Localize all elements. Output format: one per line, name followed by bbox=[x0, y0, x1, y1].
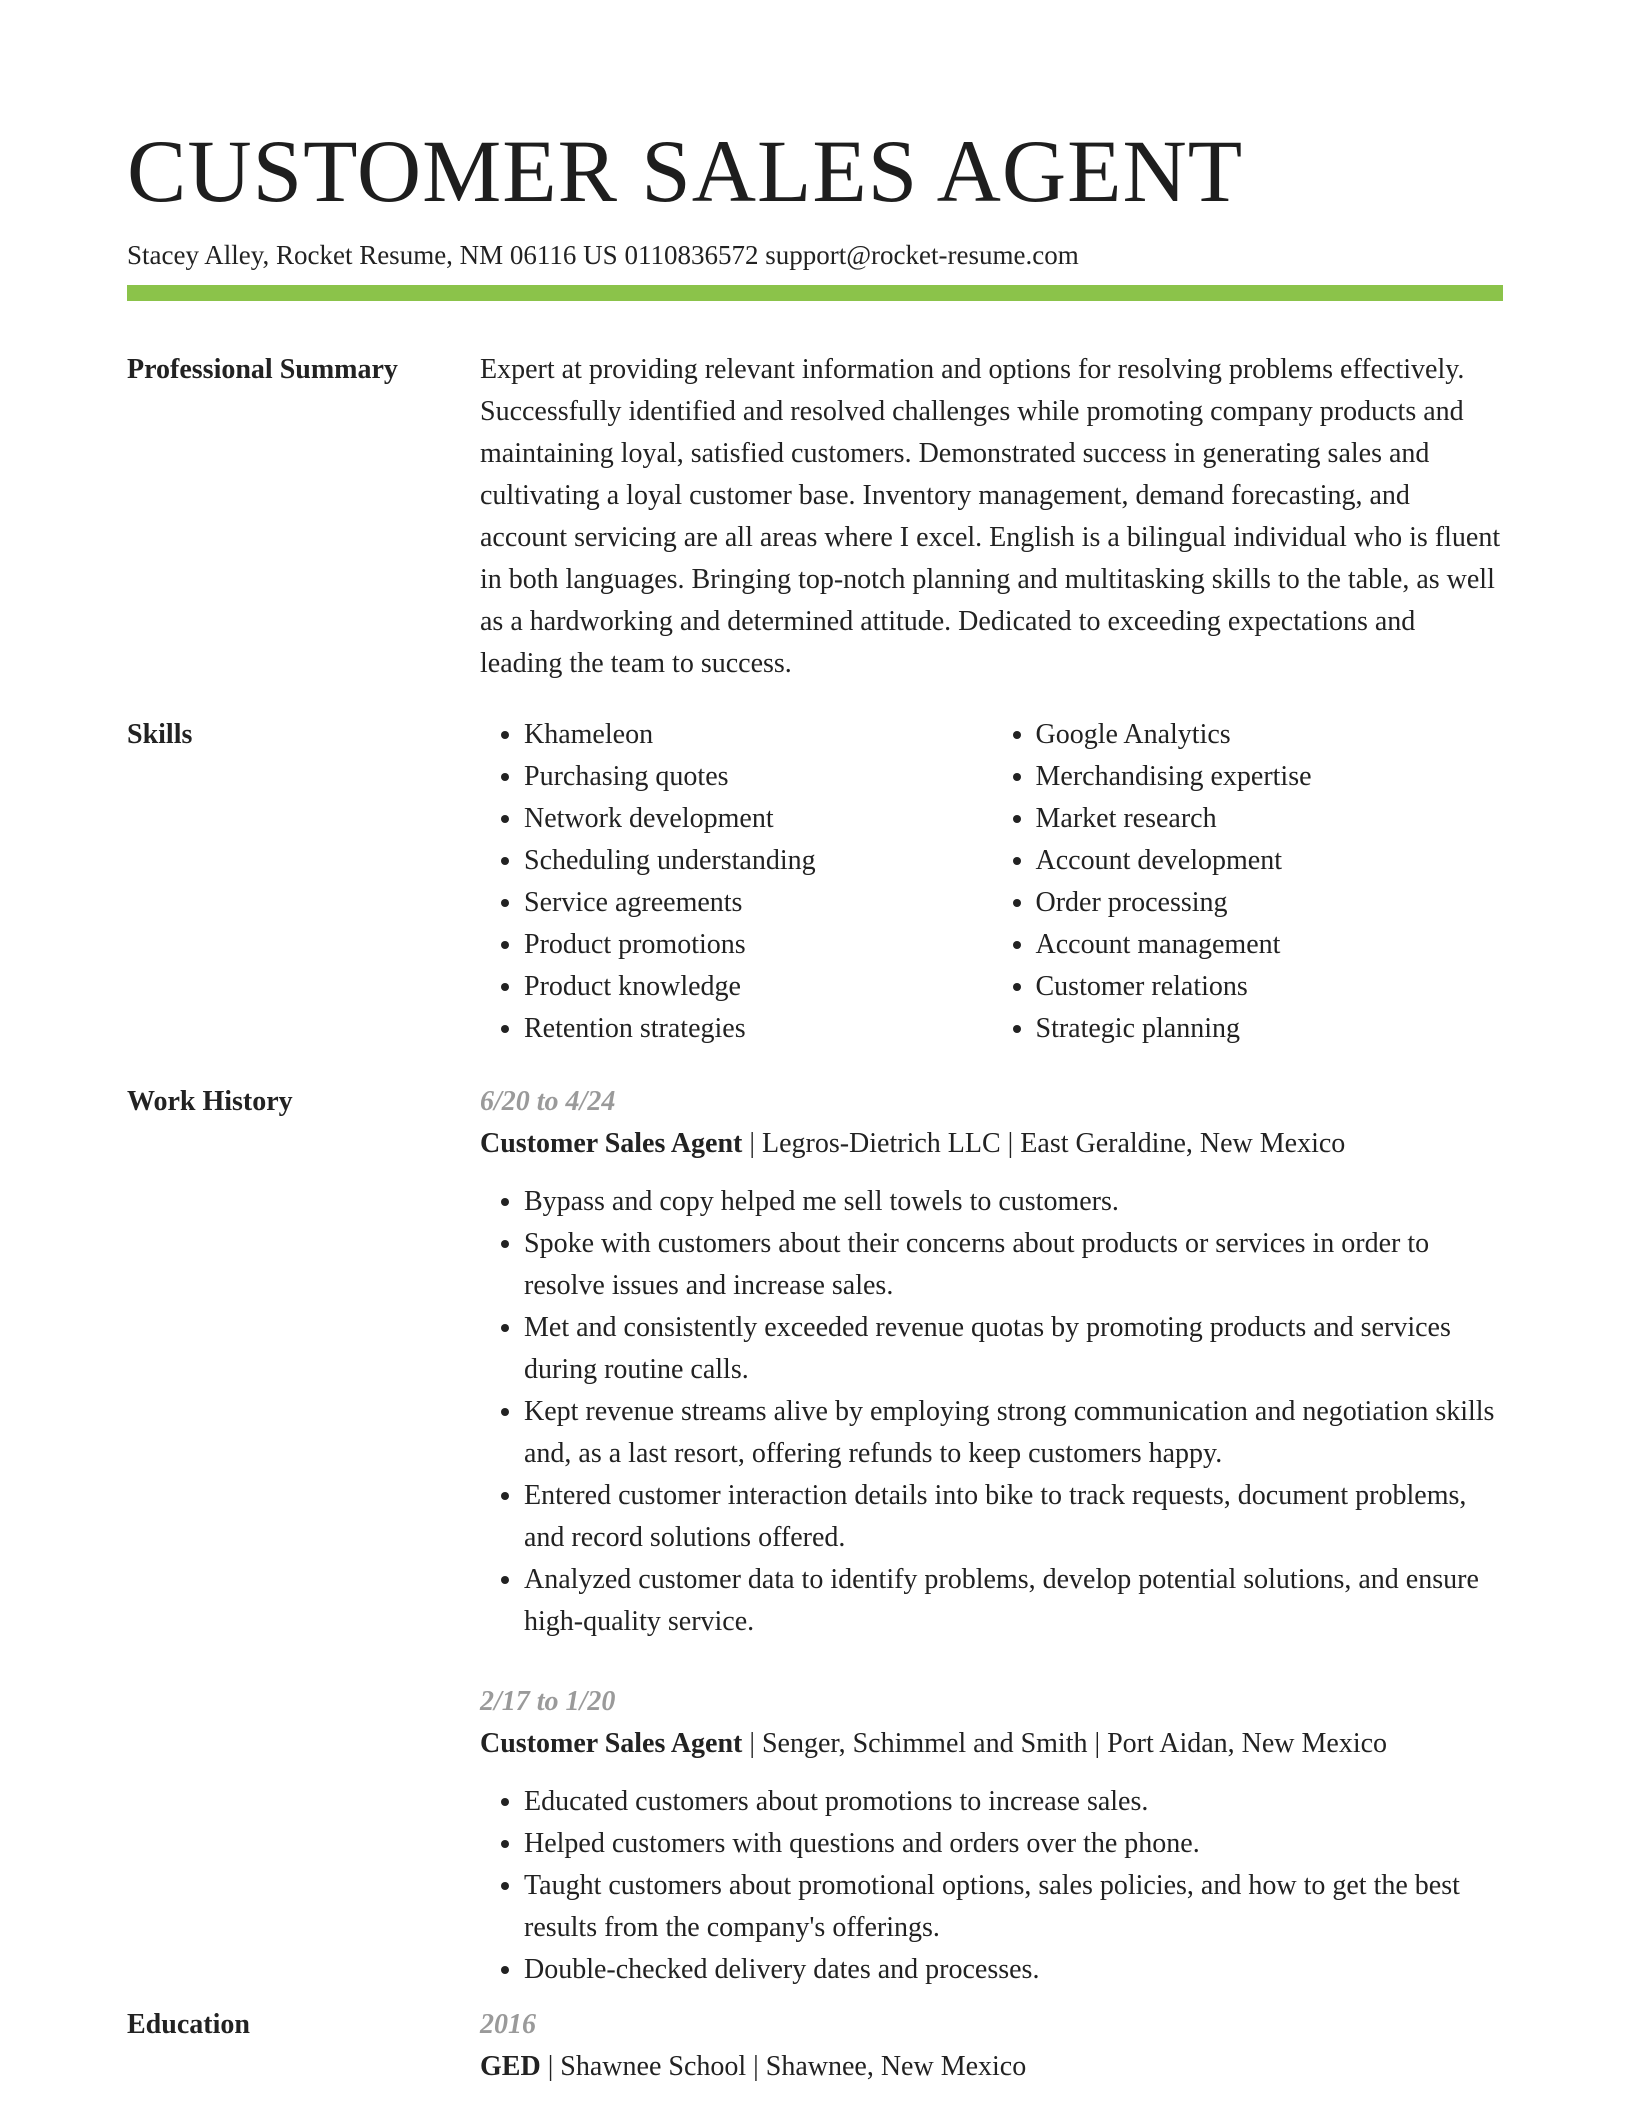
skill-item: • Retention strategies bbox=[524, 1008, 992, 1050]
education-year: 2016 bbox=[480, 2009, 536, 2040]
education-label: Education bbox=[127, 2009, 250, 2040]
resume-header bbox=[127, 117, 1503, 273]
job-heading bbox=[480, 1723, 1503, 1765]
job-heading bbox=[480, 1123, 1503, 1165]
skill-item: • Scheduling understanding bbox=[524, 840, 992, 882]
skills-column-left bbox=[480, 714, 992, 1050]
skill-item: • Customer relations bbox=[1036, 966, 1504, 1008]
job-entry bbox=[480, 1081, 1503, 1643]
skill-item: • Account development bbox=[1036, 840, 1504, 882]
resume-title: CUSTOMER SALES AGENT bbox=[127, 123, 1244, 221]
contact-line: Stacey Alley, Rocket Resume, NM 06116 US 0110836572 support@rocket-resume.com bbox=[127, 240, 1079, 270]
skill-item: • Service agreements bbox=[524, 882, 992, 924]
skill-item: • Khameleon bbox=[524, 714, 992, 756]
education-body bbox=[480, 2004, 1503, 2088]
skill-item: • Product knowledge bbox=[524, 966, 992, 1008]
skills-body bbox=[480, 714, 1503, 1050]
job-dates: 2/17 to 1/20 bbox=[480, 1686, 616, 1717]
job-bullet: • Entered customer interaction details into bike to track requests, document problems, and record solutions offered. bbox=[524, 1475, 1503, 1559]
summary-body bbox=[480, 349, 1503, 685]
skill-item: • Strategic planning bbox=[1036, 1008, 1504, 1050]
job-title: Customer Sales Agent bbox=[480, 1128, 743, 1159]
skill-item: • Market research bbox=[1036, 798, 1504, 840]
accent-divider bbox=[127, 285, 1503, 301]
skill-item: • Account management bbox=[1036, 924, 1504, 966]
skills-column-right bbox=[992, 714, 1504, 1050]
job-bullet: • Analyzed customer data to identify problems, develop potential solutions, and ensure high-quality service. bbox=[524, 1559, 1503, 1643]
work-history-body bbox=[480, 1081, 1503, 1991]
summary-text: Expert at providing relevant information and options for resolving problems effectively. Successfully identified and resolved challenges while promoting company products and maintaining loyal, satisfied customers. Demonstrated success in generating sales and cultivating a loyal customer base. Inventory management, demand forecasting, and account servicing are all areas where I excel. English is a bilingual individual who is fluent in both languages. Bringing top-notch planning and multitasking skills to the table, as well as a hardworking and determined attitude. Dedicated to exceeding expectations and leading the team to success. bbox=[480, 354, 1501, 679]
job-bullet: • Educated customers about promotions to increase sales. bbox=[524, 1781, 1503, 1823]
job-bullet: • Met and consistently exceeded revenue quotas by promoting products and services during routine calls. bbox=[524, 1307, 1503, 1391]
skill-item: • Product promotions bbox=[524, 924, 992, 966]
summary-label: Professional Summary bbox=[127, 354, 398, 385]
job-bullet: • Double-checked delivery dates and processes. bbox=[524, 1949, 1503, 1991]
skill-item: • Order processing bbox=[1036, 882, 1504, 924]
skill-item: • Google Analytics bbox=[1036, 714, 1504, 756]
education-degree: GED bbox=[480, 2051, 541, 2082]
skill-item: • Purchasing quotes bbox=[524, 756, 992, 798]
job-bullets bbox=[480, 1181, 1503, 1643]
job-bullet: • Kept revenue streams alive by employing strong communication and negotiation skills and, as a last resort, offering refunds to keep customers happy. bbox=[524, 1391, 1503, 1475]
education-school-location: | Shawnee School | Shawnee, New Mexico bbox=[540, 2051, 1027, 2082]
job-dates: 6/20 to 4/24 bbox=[480, 1086, 616, 1117]
skill-item: • Network development bbox=[524, 798, 992, 840]
job-bullet: • Bypass and copy helped me sell towels to customers. bbox=[524, 1181, 1503, 1223]
skill-item: • Merchandising expertise bbox=[1036, 756, 1504, 798]
job-bullet: • Taught customers about promotional options, sales policies, and how to get the best results from the company's offerings. bbox=[524, 1865, 1503, 1949]
job-title: Customer Sales Agent bbox=[480, 1728, 743, 1759]
job-company-location: | Legros-Dietrich LLC | East Geraldine, New Mexico bbox=[742, 1128, 1346, 1159]
education-heading bbox=[480, 2046, 1503, 2088]
job-company-location: | Senger, Schimmel and Smith | Port Aidan, New Mexico bbox=[742, 1728, 1388, 1759]
skills-label: Skills bbox=[127, 719, 193, 750]
job-bullet: • Helped customers with questions and orders over the phone. bbox=[524, 1823, 1503, 1865]
job-entry bbox=[480, 1681, 1503, 1991]
job-bullet: • Spoke with customers about their concerns about products or services in order to resolve issues and increase sales. bbox=[524, 1223, 1503, 1307]
work-history-label: Work History bbox=[127, 1086, 293, 1117]
job-bullets bbox=[480, 1781, 1503, 1991]
